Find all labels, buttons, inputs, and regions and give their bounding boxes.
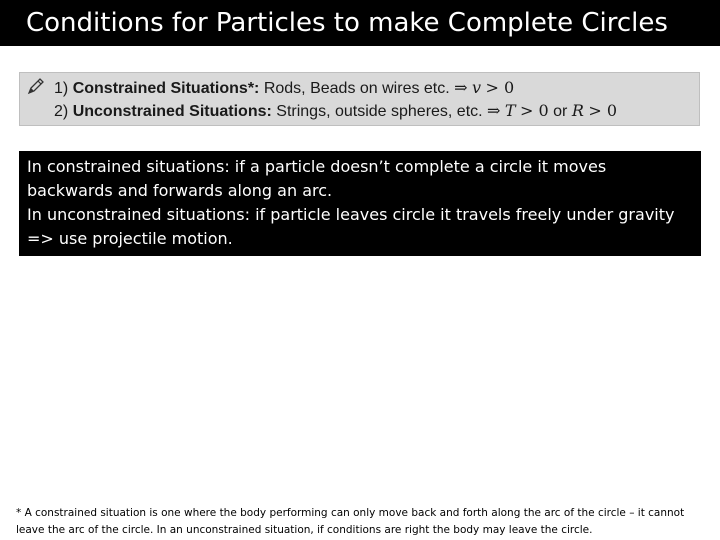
notes-box xyxy=(19,151,701,256)
condition-relation: > 0 xyxy=(485,78,515,97)
implies-symbol: ⇒ xyxy=(487,101,501,120)
condition-text: Strings, outside spheres, etc. xyxy=(276,103,483,120)
slide-title: Conditions for Particles to make Complete Circles xyxy=(26,8,668,38)
note-line: In unconstrained situations: if particle leaves circle it travels freely under gravity xyxy=(27,205,675,224)
condition-relation: > 0 xyxy=(588,101,618,120)
reaction-variable: R xyxy=(571,101,584,120)
velocity-variable: v xyxy=(472,78,482,97)
title-bar xyxy=(0,0,720,46)
condition-relation: > 0 xyxy=(520,101,549,120)
note-line: => use projectile motion. xyxy=(27,229,233,248)
footnote: * A constrained situation is one where the body performing can only move back and forth along the arc of the circle – it cannot leave the arc of the circle. In an unconstrained situation, if conditions are right the body may leave the circle. xyxy=(16,507,685,536)
condition-text: Rods, Beads on wires etc. xyxy=(263,80,450,97)
condition-constrained xyxy=(54,78,514,99)
condition-heading: Unconstrained Situations: xyxy=(72,103,272,120)
or-text: or xyxy=(553,103,568,120)
note-line: In constrained situations: if a particle doesn’t complete a circle it moves xyxy=(27,157,607,176)
tension-variable: T xyxy=(504,101,516,120)
condition-unconstrained xyxy=(54,101,617,122)
note-line: backwards and forwards along an arc. xyxy=(27,181,333,200)
implies-symbol: ⇒ xyxy=(454,78,468,97)
conditions-box xyxy=(19,72,700,126)
pencil-icon xyxy=(26,76,46,96)
item-number: 1) xyxy=(54,80,69,97)
condition-heading: Constrained Situations*: xyxy=(72,80,260,97)
item-number: 2) xyxy=(54,103,69,120)
